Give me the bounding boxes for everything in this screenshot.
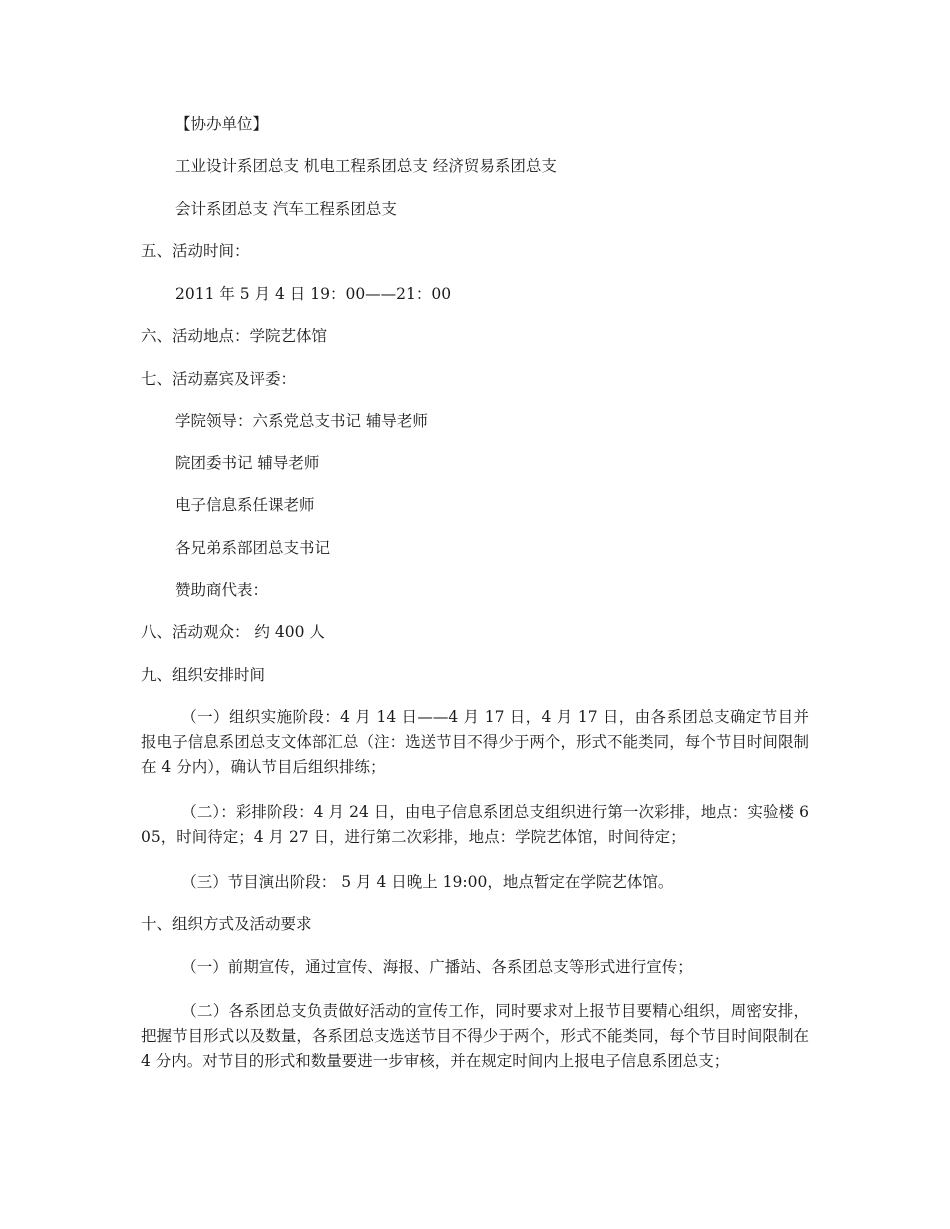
co-organizers-line-1: 工业设计系团总支 机电工程系团总支 经济贸易系团总支	[175, 157, 557, 175]
guest-item: 赞助商代表：	[175, 581, 269, 599]
section-7-title: 七、活动嘉宾及评委：	[141, 370, 297, 388]
section-8-title: 八、活动观众： 约 400 人	[141, 623, 325, 641]
co-organizers-line-2: 会计系团总支 汽车工程系团总支	[175, 200, 397, 218]
guest-item: 学院领导：六系党总支书记 辅导老师	[175, 412, 428, 430]
section-9-title: 九、组织安排时间	[141, 666, 266, 684]
co-organizer-heading: 【协办单位】	[175, 115, 269, 133]
requirement-paragraph: （二）各系团总支负责做好活动的宣传工作，同时要求对上报节目要精心组织，周密安排，把握节目形式以及数量，各系团总支选送节目不得少于两个，形式不能类同，每个节目时间限制在 4 分内。对节目的形式和数量要进一步审核，并在规定时间内上报电子信息系团总支；	[141, 1002, 809, 1070]
schedule-paragraph: （二）：彩排阶段：4 月 24 日，由电子信息系团总支组织进行第一次彩排，地点：实验楼 605，时间待定；4 月 27 日，进行第二次彩排，地点：学院艺体馆，时间待定；	[141, 803, 809, 846]
section-10-title: 十、组织方式及活动要求	[141, 915, 312, 933]
schedule-paragraph: （一）组织实施阶段：4 月 14 日——4 月 17 日，4 月 17 日，由各系团总支确定节目并报电子信息系团总支文体部汇总（注：选送节目不得少于两个，形式不能类同，每个节目时间限制在 4 分内），确认节目后组织排练；	[141, 708, 809, 776]
section-6-title: 六、活动地点：学院艺体馆	[141, 327, 328, 345]
guest-item: 各兄弟系部团总支书记	[175, 539, 331, 557]
section-5-title: 五、活动时间：	[141, 242, 250, 260]
guest-item: 院团委书记 辅导老师	[175, 454, 320, 472]
requirement-paragraph: （一）前期宣传，通过宣传、海报、广播站、各系团总支等形式进行宣传；	[181, 958, 693, 976]
guest-item: 电子信息系任课老师	[175, 496, 315, 514]
event-time: 2011 年 5 月 4 日 19：00——21：00	[175, 285, 452, 303]
schedule-paragraph: （三）节目演出阶段： 5 月 4 日晚上 19:00，地点暂定在学院艺体馆。	[181, 873, 674, 891]
